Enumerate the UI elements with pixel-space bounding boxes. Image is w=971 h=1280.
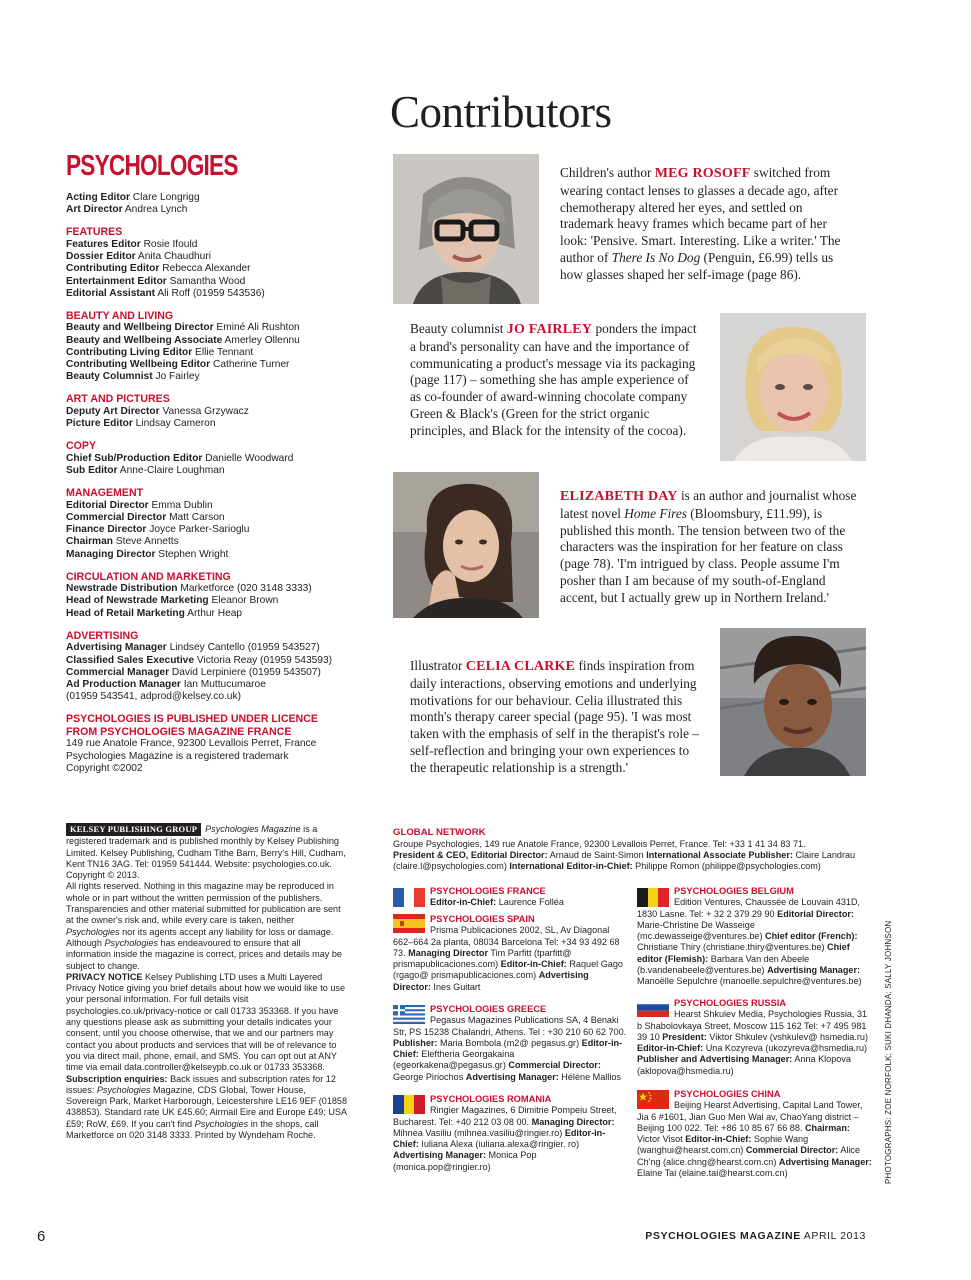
bio-celia-clarke: Illustrator CELIA CLARKE finds inspiration from daily interactions, observing emotions and underlying motivations for our behaviour. Celia illustrated this month's therapy career special (page 95). 'I was most taken with the emphasis of self in the therapist's role – self-reflection and bringing your own experiences to the therapeutic relationship is a strength.' (410, 658, 699, 775)
masthead-section-licence (66, 713, 386, 775)
photo-credit: PHOTOGRAPHS: ZOE NORFOLK; SUKI DHANDA; SALLY JOHNSON (884, 920, 893, 1184)
section-heading: BEAUTY AND LIVING (66, 309, 174, 322)
licence-line: 149 rue Anatole France, 92300 Levallois Perret, France (66, 738, 317, 750)
rights-notice: All rights reserved. Nothing in this magazine may be reproduced in whole or in part without the written permission of the publishers. Transparencies and other material submitted for publication are sent at the owner's risk and, while every care is taken, neither Psychologies nor its agents accept any liability for loss or damage. Although Psychologies has endeavoured to ensure that all information inside the magazine is correct, prices and details may be subject to change. (66, 881, 342, 971)
masthead-credit: Dossier Editor Anita Chaudhuri (66, 251, 211, 263)
global-network (393, 827, 873, 872)
country-heading: PSYCHOLOGIES SPAIN (430, 914, 535, 924)
global-executives: President & CEO, Editorial Director: Arnaud de Saint-Simon International Associate Publisher: Claire Landrau (393, 849, 856, 860)
contributor-name: ELIZABETH DAY (560, 489, 678, 504)
celia-clarke-photo (720, 628, 866, 776)
masthead-credit: Commercial Manager David Lerpiniere (01959 543507) (66, 666, 321, 678)
masthead-credit: Editorial Director Emma Dublin (66, 499, 213, 511)
contributor-name: CELIA CLARKE (465, 659, 576, 674)
country-heading: PSYCHOLOGIES CHINA (674, 1089, 781, 1099)
masthead-credit: Entertainment Editor Samantha Wood (66, 275, 246, 287)
country-romania: PSYCHOLOGIES ROMANIA Ringier Magazines, 6 Dimitrie Pompeiu Street, Bucharest. Tel: +40 212 03 08 00. Managing Director: Mihnea Vasiliu (mihnea.vasiliu@ringier.ro) Editor-in-Chief: Iuliana Alexa (iuliana.alexa@ringier. ro) Advertising Manager: Monica Pop (monica.pop@ringier.ro) (393, 1094, 629, 1173)
bio-jo-fairley: Beauty columnist JO FAIRLEY ponders the impact a brand's personality can have and the importance of communicating a product's message via its packaging (page 117) – something she has ample experience of as co-founder of award-winning chocolate company Green & Black's (Green for the strict organic principles, and Black for the intensity of the cocoa). (410, 321, 697, 438)
masthead-credit: Commercial Director Matt Carson (66, 511, 225, 523)
country-heading: PSYCHOLOGIES GREECE (430, 1004, 547, 1014)
masthead-section-circulation (66, 571, 386, 620)
masthead-credit: Newstrade Distribution Marketforce (020 3148 3333) (66, 583, 312, 595)
masthead-credit: Managing Director Stephen Wright (66, 548, 229, 560)
masthead-section-art (66, 393, 386, 430)
section-heading: CIRCULATION AND MARKETING (66, 570, 231, 583)
masthead-credit: Beauty and Wellbeing Director Eminé Ali Rushton (66, 322, 300, 334)
masthead-credit: Contributing Living Editor Ellie Tennant (66, 346, 254, 358)
advertising-contact: (01959 543541, adprod@kelsey.co.uk) (66, 691, 241, 703)
masthead-section-copy (66, 440, 386, 477)
masthead-credit: Acting Editor Clare Longrigg (66, 192, 200, 203)
masthead-credit: Ad Production Manager Ian Muttucumaroe (66, 678, 266, 690)
section-heading: MANAGEMENT (66, 487, 144, 500)
masthead-section-features (66, 226, 386, 300)
privacy-notice: PRIVACY NOTICE Kelsey Publishing LTD uses a Multi Layered Privacy Notice giving you brief details about how we would like to use your personal information. For full details visit psychologies.co.uk/privacy-notice or call 01733 353368. If you have any questions please ask as submitting your details indicates your consent, until you choose otherwise, that we and our partners may contact you about products and services that will be of relevance to you via direct mail, phone, email, and SMS. You can opt out at ANY time via email data.controller@kelseypb.co.uk or 01733 353368. (66, 971, 346, 1073)
masthead-credit: Finance Director Joyce Parker-Sarioglu (66, 524, 250, 536)
global-address: Groupe Psychologies, 149 rue Anatole France, 92300 Levallois Perret, France. Tel: +33 1 41 34 83 71. (393, 838, 806, 849)
licence-heading: FROM PSYCHOLOGIES MAGAZINE FRANCE (66, 725, 292, 738)
masthead-credit: Deputy Art Director Vanessa Grzywacz (66, 405, 249, 417)
country-heading: PSYCHOLOGIES RUSSIA (674, 998, 787, 1008)
global-network-heading: GLOBAL NETWORK (393, 827, 486, 838)
masthead-credit: Head of Retail Marketing Arthur Heap (66, 607, 243, 619)
publisher-legal-text (66, 823, 348, 1141)
page-title: Contributors (390, 87, 612, 137)
psychologies-logo: PSYCHOLOGIES (66, 150, 238, 182)
masthead-credit: Editorial Assistant Ali Roff (01959 543536) (66, 287, 265, 299)
book-title: Home Fires (624, 505, 687, 521)
masthead-credit: Chairman Steve Annetts (66, 536, 179, 548)
masthead-credit: Head of Newstrade Marketing Eleanor Brown (66, 595, 279, 607)
masthead-credit: Advertising Manager Lindsey Cantello (01959 543527) (66, 642, 320, 654)
masthead (66, 150, 386, 775)
masthead-credit: Features Editor Rosie Ifould (66, 238, 198, 250)
kelsey-publishing-logo: KELSEY PUBLISHING GROUP (66, 823, 201, 836)
subscription-enquiries: Subscription enquiries: Back issues and subscription rates for 12 issues: Psychologies Magazine, CDS Global, Tower House, Sovereign Park, Market Harborough, Leicestershire LE16 9EF (01858 438853). Standard rate UK £45.60; Airmail Eire and Europe £49; USA £59; RoW, £69. If you can't find Psychologies in the shops, call Marketforce on 020 3148 3333. Printed by Wyndeham Roche. (66, 1073, 348, 1141)
masthead-credit: Chief Sub/Production Editor Danielle Woodward (66, 452, 294, 464)
jo-fairley-photo (720, 313, 866, 461)
masthead-credit: Art Director Andrea Lynch (66, 204, 188, 216)
licence-line: Copyright ©2002 (66, 762, 143, 774)
global-editor: (claire.l@psychologies.com) International Editor-in-Chief: Philippe Romon (philippe@psychologies.com) (393, 861, 821, 872)
elizabeth-day-photo (393, 472, 539, 618)
country-greece: PSYCHOLOGIES GREECE Pegasus Magazines Publications SA, 4 Benaki Str, PS 15238 Chalandri, Athens. Tel : +30 210 60 62 700. Publisher: Maria Bombola (m2@ pegasus.gr) Editor-in-Chief: Eleftheria Georgakaina (egeorkakena@pegasus.gr) Commercial Director: George Piriochos Advertising Manager: Hélène Mallios (393, 1004, 629, 1083)
country-france: PSYCHOLOGIES FRANCE Editor-in-Chief: Laurence Folléa (430, 886, 630, 909)
country-heading: PSYCHOLOGIES ROMANIA (430, 1094, 552, 1104)
masthead-credit: Beauty and Wellbeing Associate Amerley Ollennu (66, 334, 300, 346)
portrait-meg-rosoff (393, 154, 539, 304)
country-belgium: PSYCHOLOGIES BELGIUM Edition Ventures, Chaussée de Louvain 431D, 1830 Lasne. Tel: + 32 2 379 29 90 Editorial Director: Marie-Christine De Wasseige (mc.dewasseige@ventures.be) Chief editor (French): Christiane Thiry (christiane.thiry@ventures.be) Chief editor (Flemish): Barbara Van den Abeele (b.vandenabeele@ventures.be) Advertising Manager: Manoëlle Sepulchre (manoelle.sepulchre@ventures.be) (637, 886, 873, 988)
masthead-credit: Sub Editor Anne-Claire Loughman (66, 465, 225, 477)
licence-heading: PSYCHOLOGIES IS PUBLISHED UNDER LICENCE (66, 713, 318, 726)
page-number: 6 (37, 1228, 46, 1245)
bio-meg-rosoff: Children's author MEG ROSOFF switched from wearing contact lenses to glasses a decade ago, after chemotherapy altered her eyes, and settled on trademark heavy frames which became part of her look: 'Pensive. Smart. Interesting. Like a writer.' The author of There Is No Dog (Penguin, £6.99) tells us how glasses shaped her self-image (page 86). (560, 165, 841, 282)
country-russia: PSYCHOLOGIES RUSSIA Hearst Shkulev Media, Psychologies Russia, 31 b Shabolovkaya Street, Moscow 115 162 Tel: +7 495 981 39 10 President: Viktor Shkulev (vshkulev@ hsmedia.ru) Editor-in-Chief: Una Kozyreva (ukozyreva@hsmedia.ru) Publisher and Advertising Manager: Anna Klopova (aklopova@hsmedia.ru) (637, 998, 873, 1077)
country-heading: PSYCHOLOGIES FRANCE (430, 886, 546, 896)
masthead-credit: Contributing Editor Rebecca Alexander (66, 263, 251, 275)
contributor-name: MEG ROSOFF (654, 166, 751, 181)
publisher-intro: KELSEY PUBLISHING GROUP Psychologies Magazine is a registered trademark and is published monthly by Kelsey Publishing Limited. Kelsey Publishing, Cudham Tithe Barn, Berry's Hill, Cudham, Kent TN16 3AG. Tel: 01959 541444. Website: psychologies.co.uk. Copyright © 2013. (66, 824, 346, 881)
section-heading: ART AND PICTURES (66, 393, 170, 406)
country-spain: PSYCHOLOGIES SPAIN Prisma Publicaciones 2002, SL, Av Diagonal 662–664 2a planta, 08034 Barcelona Tel: +34 93 492 68 73. Managing Director Tim Parfitt (tparfitt@ prismapublicaciones.com) Editor-in-Chief: Raquel Gago (rgago@ prismapublicaciones.com) Advertising Director: Ines Guitart (393, 914, 629, 993)
footer-magazine: PSYCHOLOGIES MAGAZINE APRIL 2013 (645, 1230, 866, 1242)
france-flag-icon (393, 888, 425, 907)
licence-line: Psychologies Magazine is a registered trademark (66, 750, 289, 762)
country-heading: PSYCHOLOGIES BELGIUM (674, 886, 794, 896)
section-heading: COPY (66, 440, 97, 453)
bio-elizabeth-day: ELIZABETH DAY is an author and journalist whose latest novel Home Fires (Bloomsbury, £11.99), is published this month. The tension between two of the characters was the inspiration for her feature on class (page 78). 'I'm intrigued by class. People assume I'm posher than I am because of my south-of-England accent, but I actually grew up in Northern Ireland.' (560, 488, 857, 605)
meg-rosoff-photo (393, 154, 539, 304)
portrait-jo-fairley (720, 313, 866, 461)
portrait-elizabeth-day (393, 472, 539, 618)
country-china: PSYCHOLOGIES CHINA Beijing Hearst Advertising, Capital Land Tower, Jia 6 #1601, Jian Guo Men Wai av, ChaoYang district – Beijing 100 022. Tel: +86 10 85 67 66 88. Chairman: Victor Visot Editor-in-Chief: Sophie Wang (wanghui@hearst.com.cn) Commercial Director: Alice Ch'ng (alice.chng@hearst.com.cn) Advertising Manager: Elaine Tai (elaine.tai@hearst.com.cn) (637, 1089, 872, 1179)
masthead-credit: Classified Sales Executive Victoria Reay (01959 543593) (66, 654, 332, 666)
contributor-name: JO FAIRLEY (506, 322, 593, 337)
masthead-section-advertising (66, 630, 386, 704)
masthead-credit: Beauty Columnist Jo Fairley (66, 371, 200, 383)
book-title: There Is No Dog (611, 249, 701, 265)
masthead-credit: Picture Editor Lindsay Cameron (66, 418, 216, 430)
masthead-section-management (66, 487, 386, 561)
section-heading: ADVERTISING (66, 629, 139, 642)
masthead-credit: Contributing Wellbeing Editor Catherine Turner (66, 359, 290, 371)
section-heading: FEATURES (66, 226, 123, 239)
portrait-celia-clarke (720, 628, 866, 776)
masthead-section-beauty (66, 310, 386, 384)
